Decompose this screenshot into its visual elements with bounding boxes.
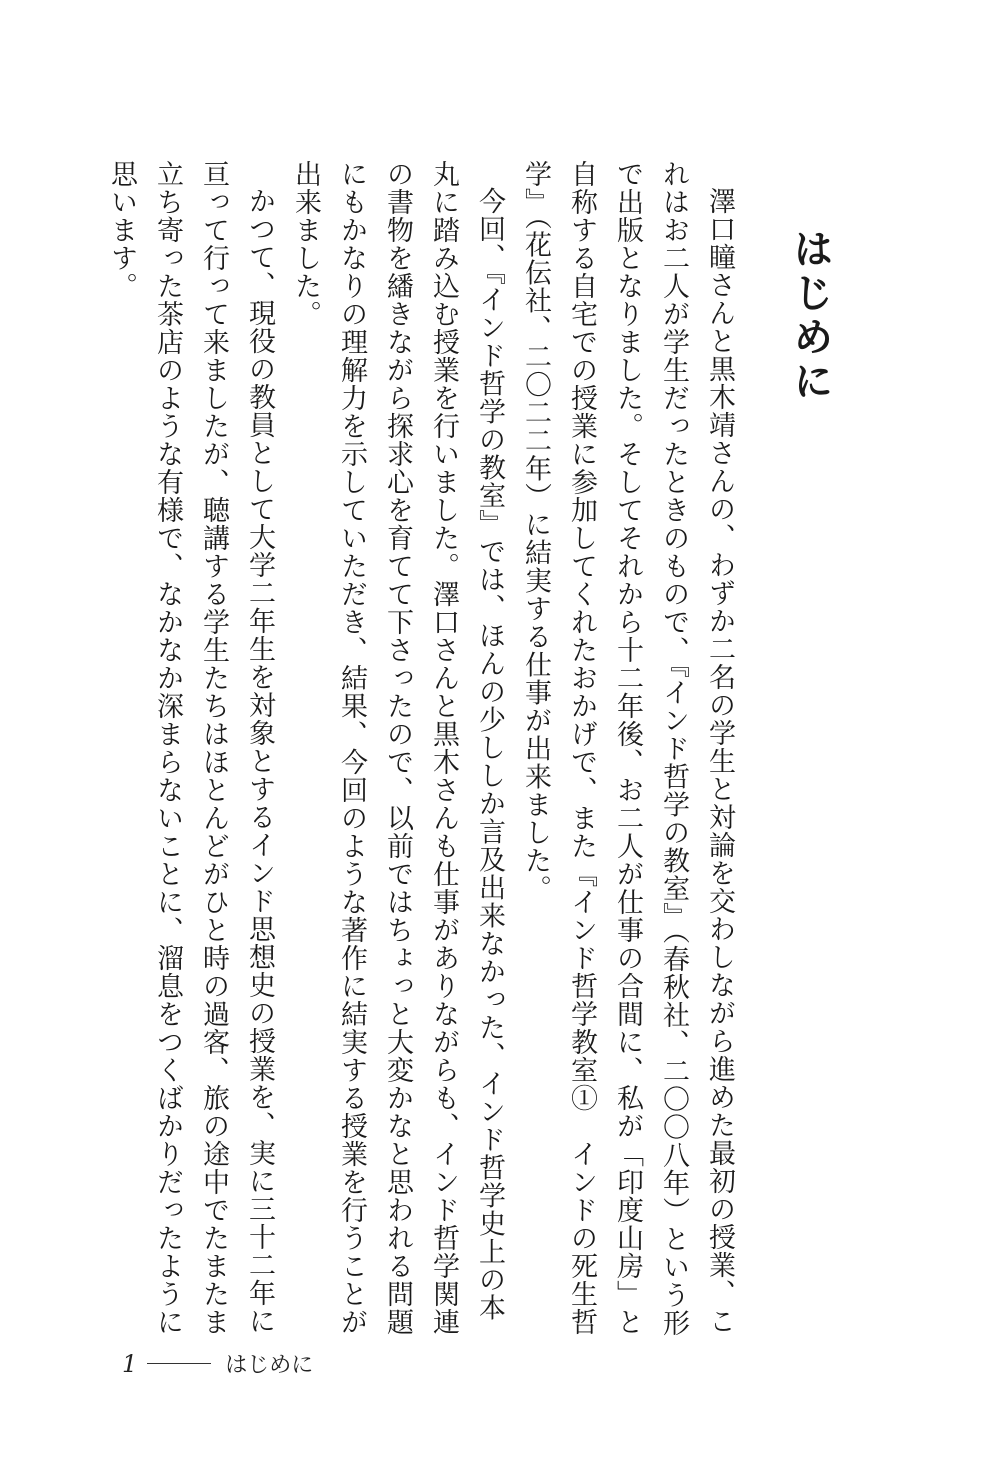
text-line: 出来ました。 [290,160,321,328]
body-text [98,160,742,1337]
paragraph-3 [98,160,282,1336]
text-line: の書物を繙きながら探求心を育てて下さったので、以前ではちょっと大変かなと思われる問題 [382,160,413,1336]
text-line: れはお二人が学生だったときのもので、『インド哲学の教室』（春秋社、二〇〇八年）という形 [658,160,689,1337]
page-number: 1 [122,1349,138,1378]
text-line: かつて、現役の教員として大学二年生を対象とするインド思想史の授業を、実に三十二年に [244,187,275,1335]
text-line: 亘って行って来ましたが、聴講する学生たちはほとんどがひと時の過客、旅の途中でたまたま [198,160,229,1336]
text-line: で出版となりました。そしてそれから十二年後、お二人が仕事の合間に、私が「印度山房」と [612,160,643,1336]
text-line: 学』（花伝社、二〇二二年）に結実する仕事が出来ました。 [520,160,551,903]
chapter-title: はじめに [787,228,833,404]
footer-rule [147,1363,211,1364]
paragraph-1 [512,160,742,1337]
text-line: 自称する自宅での授業に参加してくれたおかげで、また『インド哲学教室① インドの死生哲 [566,160,597,1336]
text-line: 澤口瞳さんと黒木靖さんの、わずか二名の学生と対論を交わしながら進めた最初の授業、こ [704,187,735,1335]
paragraph-2 [282,160,512,1336]
text-line: 今回、『インド哲学の教室』では、ほんの少ししか言及出来なかった、インド哲学史上の本 [474,187,505,1322]
page-footer [122,1348,313,1379]
text-line: にもかなりの理解力を示していただき、結果、今回のような著作に結実する授業を行うことが [336,160,367,1336]
text-line: 思います。 [106,160,137,300]
text-line: 丸に踏み込む授業を行いました。澤口さんと黒木さんも仕事がありながらも、インド哲学関連 [428,160,459,1336]
text-line: 立ち寄った茶店のような有様で、なかなか深まらないことに、溜息をつくばかりだったように [152,160,183,1336]
running-head: はじめに [225,1353,314,1378]
